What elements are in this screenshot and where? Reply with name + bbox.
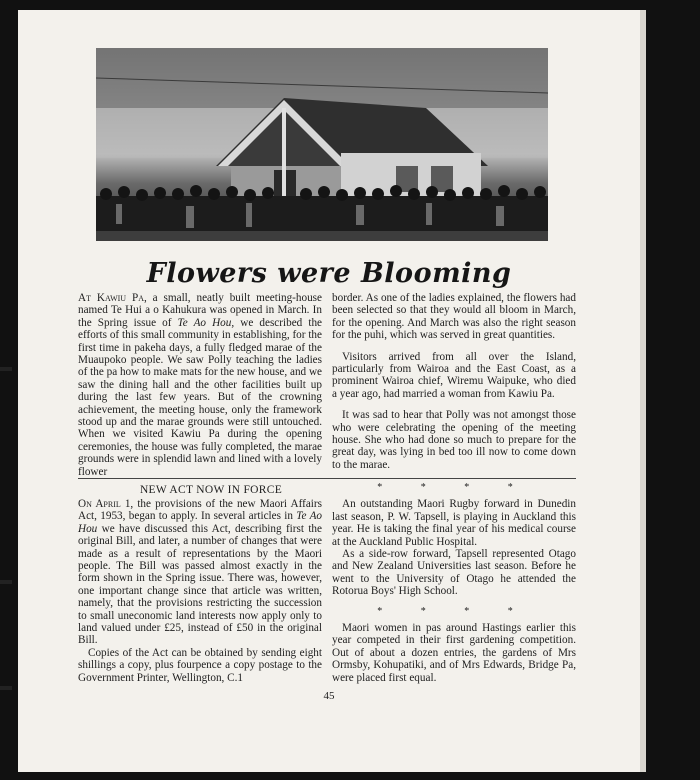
separator-stars: * * * * [377, 482, 531, 493]
act-text-rest: we have discussed this Act, describing first the original Bill, and later, a number of changes that were made as a result of representations by the Maori people. The Bill was passed almost exactly in the form shown in the Spring issue. There was, however, one important change since that article was written, namely, that the provisions restricting the succession to small uneconomic land interests now apply only to land valued under £25, instead of £50 in the original Bill. [78, 522, 322, 647]
page-number: 45 [323, 690, 335, 702]
binding-mark [0, 686, 12, 690]
act-paragraph: Copies of the Act can be obtained by sending eight shillings a copy, plus fourpence a copy postage to the Government Printer, Wellington, C.1 [78, 646, 322, 684]
article-left-column [78, 292, 322, 478]
act-text: the provisions of the new Maori Affairs Act, 1953, began to apply. In several articles in [78, 498, 322, 523]
article-text-rest: we described the efforts of this small community in establishing, for the first time in pakeha days, a fully fledged marae of the Muaupoko people. We saw Polly teaching the ladies of the pa how to make mats for the new house, and we saw the dining hall and the other facilities built up during the last few years. But of the crowning achievement, the meeting house, only the framework stood up and the marae grounds were still untouched. When we visited Kawiu Pa during the opening ceremonies, the house was fully completed, the marae grounds were in splendid lawn and lined with a lovely flower [78, 316, 323, 478]
photo-illustration [96, 48, 548, 241]
act-italic: Te Ao Hou [78, 510, 322, 535]
binding-mark [0, 367, 12, 371]
article-paragraph: border. As one of the ladies explained, the flowers had been selected so that they would all bloom in March, for the opening. And March was also the right season for the puhi, which was served in great quantities. [332, 292, 576, 342]
section-divider [78, 478, 576, 479]
news-paragraph: An outstanding Maori Rugby forward in Dunedin last season, P. W. Tapsell, is playing in Auckland this year. He is taking the final year of his medical course at the Auckland Public Hospital. [332, 498, 576, 548]
article-right-column [332, 292, 576, 471]
article-italic: Te Ao Hou, [177, 316, 235, 329]
article-lead: At Kawiu Pa, [78, 292, 147, 304]
act-lead: On April 1, [78, 498, 134, 510]
news-column [332, 482, 576, 684]
section-heading: NEW ACT NOW IN FORCE [139, 484, 283, 496]
separator-stars: * * * * [377, 605, 531, 617]
meeting-house-photo [96, 48, 548, 241]
article-paragraph: It was sad to hear that Polly was not amongst those who were celebrating the opening of the meeting house. She who had done so much to prepare for the great day, was lying in bed too ill now to come down to the marae. [332, 409, 576, 471]
article-title: Flowers were Blooming [146, 258, 512, 289]
article-text: a small, neatly built meeting-house named Te Hui a o Kahukura was opened in March. In the Spring issue of [78, 292, 322, 329]
news-paragraph: Maori women in pas around Hastings earlier this year competed in their first gardening competition. Out of about a dozen entries, the gardens of Mrs Ormsby, Kohupatiki, and of Mrs Edwards, Bridge Pa, were placed first equal. [332, 622, 576, 684]
act-column [78, 498, 322, 684]
magazine-page [18, 10, 646, 772]
article-paragraph: Visitors arrived from all over the Island, particularly from Wairoa and the East Coast, as a prominent Wairoa chief, Wiremu Waipuke, who died a year ago, had married a woman from Kawiu Pa. [332, 350, 576, 400]
binding-mark [0, 580, 12, 584]
news-paragraph: As a side-row forward, Tapsell represented Otago and New Zealand Universities last season. Before he went to the University of Otago he attended the Rotorua Boys' High School. [332, 548, 576, 598]
